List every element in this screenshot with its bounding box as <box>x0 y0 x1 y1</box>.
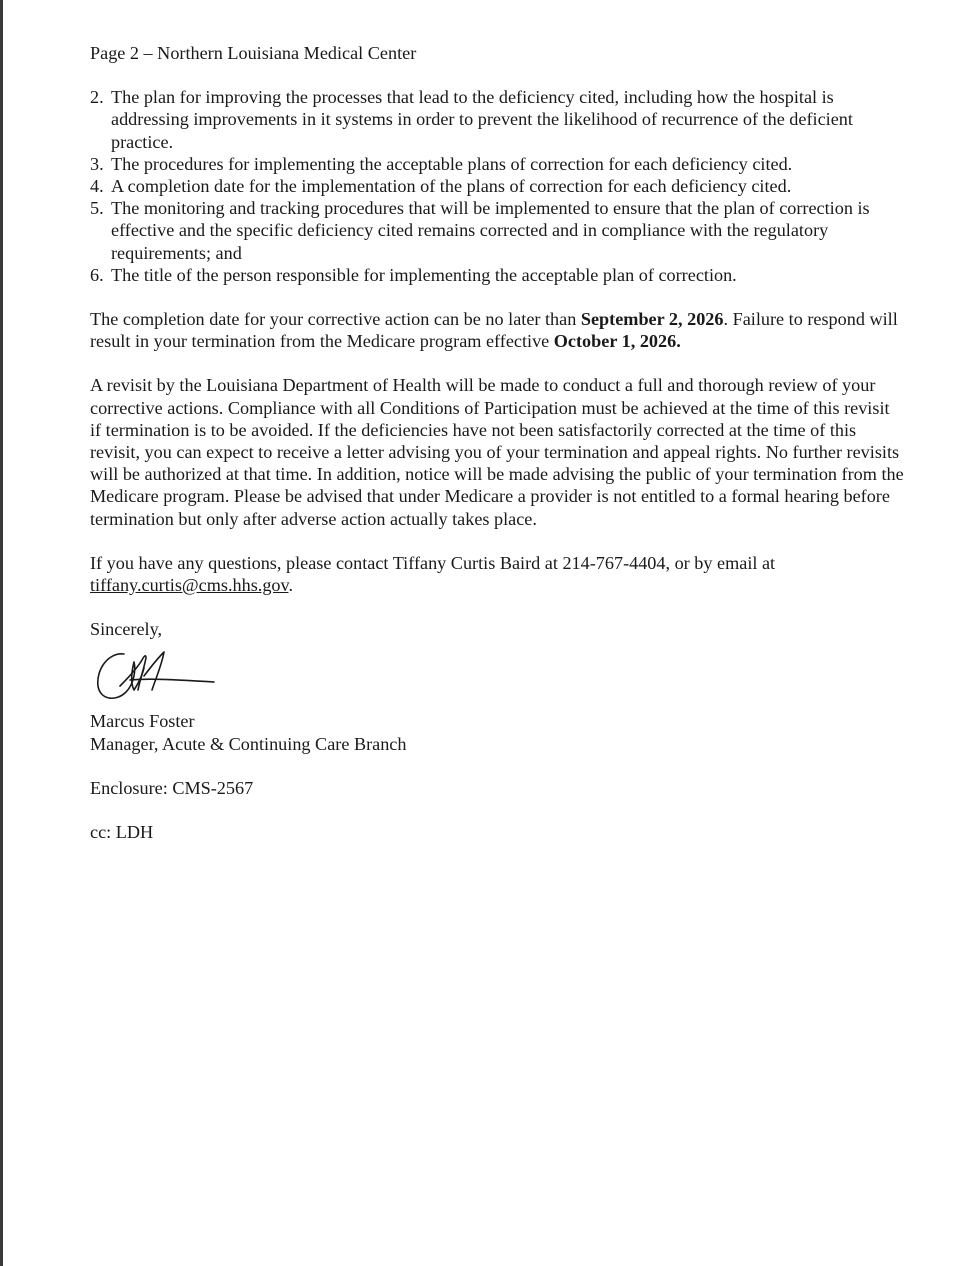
email-link[interactable]: tiffany.curtis@cms.hhs.gov <box>90 575 289 596</box>
list-item <box>90 153 905 175</box>
signature-image <box>90 640 220 710</box>
completion-date: September 2, 2026 <box>580 309 724 330</box>
requirements-list <box>90 86 905 286</box>
signer-title: Manager, Acute & Continuing Care Branch <box>90 733 407 754</box>
list-item-text: The plan for improving the processes that lead to the deficiency cited, including how the hospital is addressing improvements in it systems in order to prevent the likelihood of recurrence of the deficient practice. <box>111 87 853 152</box>
signer-name: Marcus Foster <box>90 711 195 732</box>
list-item-number: 5. <box>90 198 104 219</box>
list-item-number: 2. <box>90 87 104 108</box>
list-item-text: The title of the person responsible for implementing the acceptable plan of correction. <box>111 264 737 285</box>
enclosure-line: Enclosure: CMS-2567 <box>90 777 254 798</box>
list-item-number: 6. <box>90 264 104 285</box>
list-item-text: The procedures for implementing the acceptable plans of correction for each deficiency cited. <box>111 153 793 174</box>
list-item-text: The monitoring and tracking procedures that will be implemented to ensure that the plan of correction is effective and the specific deficiency cited remains corrected and in compliance with the regulatory requirements; and <box>111 198 870 263</box>
cc-line: cc: LDH <box>90 822 154 843</box>
list-item <box>90 175 905 197</box>
list-item <box>90 264 905 286</box>
closing: Sincerely, <box>90 619 163 640</box>
list-item-text: A completion date for the implementation of the plans of correction for each deficiency cited. <box>111 176 792 197</box>
completion-text-2: . Failure to respond will result in your termination from the Medicare program effective <box>90 309 898 352</box>
page-edge <box>0 0 3 1266</box>
contact-paragraph <box>90 552 905 596</box>
list-item-number: 3. <box>90 153 104 174</box>
letter-page <box>90 42 905 843</box>
contact-text: If you have any questions, please contact Tiffany Curtis Baird at 214-767-4404, or by email at <box>90 552 776 573</box>
page-header: Page 2 – Northern Louisiana Medical Center <box>90 43 417 63</box>
list-item <box>90 86 905 153</box>
signature-block <box>90 710 905 754</box>
contact-after: . <box>288 575 293 596</box>
completion-text-1: The completion date for your corrective action can be no later than <box>90 309 581 330</box>
completion-paragraph <box>90 308 905 352</box>
termination-date: October 1, 2026. <box>553 331 681 352</box>
list-item-number: 4. <box>90 176 104 197</box>
revisit-paragraph: A revisit by the Louisiana Department of Health will be made to conduct a full and thorough review of your corrective actions. Compliance with all Conditions of Participation must be achieved at the time of this revisit if termination is to be avoided. If the deficiencies have not been satisfactorily corrected at the time of this revisit, you can expect to receive a letter advising you of your termination and appeal rights. No further revisits will be authorized at that time. In addition, notice will be made advising the public of your termination from the Medicare program. Please be advised that under Medicare a provider is not entitled to a formal hearing before termination but only after adverse action actually takes place. <box>90 375 904 529</box>
list-item <box>90 197 905 264</box>
